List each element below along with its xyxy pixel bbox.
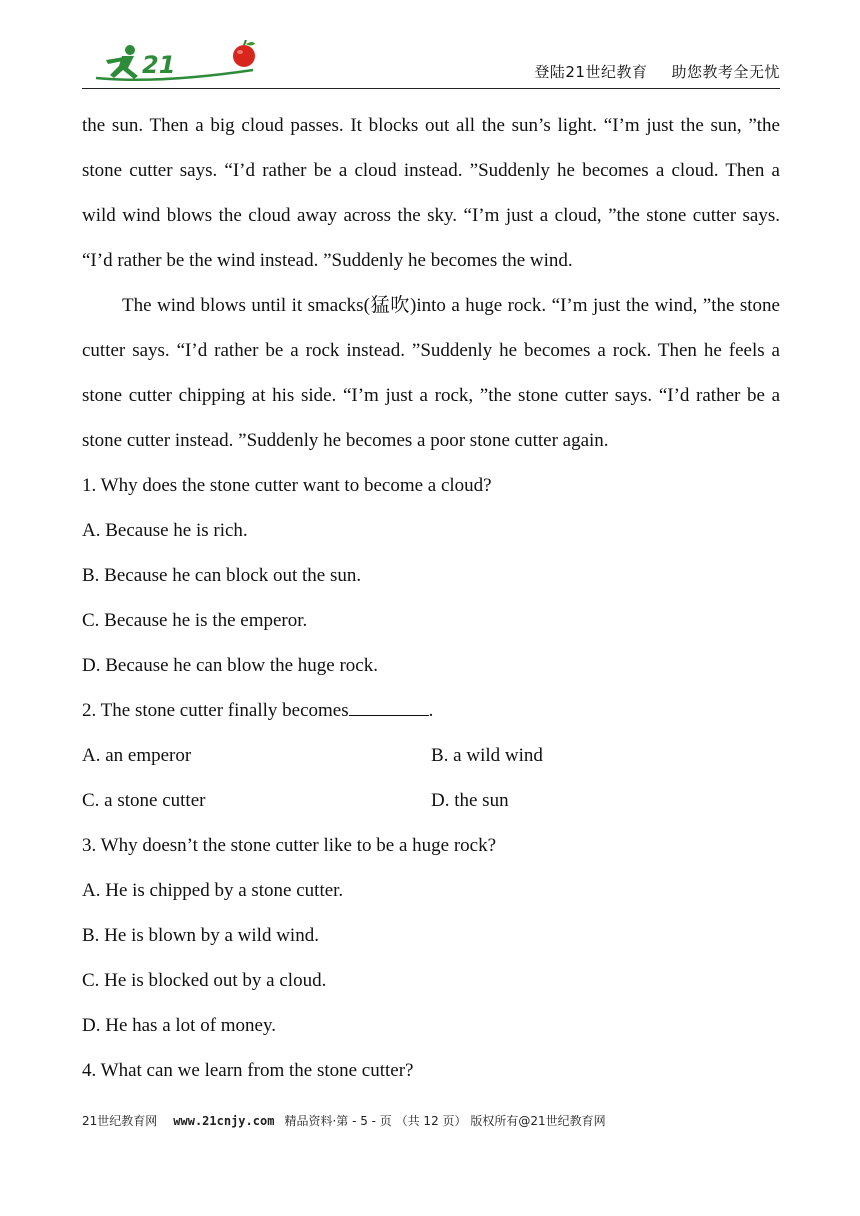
answer-option: B. Because he can block out the sun.	[82, 565, 362, 586]
answer-option: D. Because he can blow the huge rock.	[82, 655, 378, 676]
answer-option: A. Because he is rich.	[82, 520, 248, 541]
question-stem-end: .	[428, 700, 434, 721]
answer-option: C. He is blocked out by a cloud.	[82, 970, 327, 991]
answer-option: C. Because he is the emperor.	[82, 610, 308, 631]
footer-site-link[interactable]: www.21cnjy.com	[173, 1114, 275, 1128]
answer-option: D. the sun	[431, 790, 509, 811]
passage-paragraph: The wind blows until it smacks(猛吹)into a huge rock. “I’m just the wind, ”the stone cutter says. “I’d rather be a rock instead. ”Suddenly he becomes a rock. Then he feels a stone cutter chipping at his side. “I’m just a rock, ”the stone cutter says. “I’d rather be a stone cutter instead. ”Suddenly he becomes a poor stone cutter again.	[82, 295, 780, 451]
site-logo	[88, 40, 268, 86]
answer-option: C. a stone cutter	[82, 790, 206, 811]
header-slogan	[510, 61, 780, 82]
question-stem: 3. Why doesn’t the stone cutter like to be a huge rock?	[82, 835, 497, 856]
slogan-left: 登陆21世纪教育	[534, 63, 648, 81]
question-stem-text: 2. The stone cutter finally becomes	[82, 700, 349, 721]
footer-brand: 21世纪教育网	[82, 1114, 158, 1128]
document-body	[82, 103, 780, 1093]
answer-option: B. a wild wind	[431, 745, 543, 766]
answer-option: A. an emperor	[82, 745, 192, 766]
answer-blank	[349, 699, 429, 716]
answer-option-row	[82, 733, 780, 778]
slogan-right: 助您教考全无忧	[671, 63, 780, 81]
footer-page-info: 精品资料·第 - 5 - 页 （共 12 页） 版权所有@21世纪教育网	[284, 1114, 606, 1128]
answer-option-row	[82, 778, 780, 823]
page-header	[82, 40, 780, 89]
answer-option: D. He has a lot of money.	[82, 1015, 276, 1036]
svg-text:21: 21	[142, 51, 176, 79]
answer-option: B. He is blown by a wild wind.	[82, 925, 319, 946]
answer-option: A. He is chipped by a stone cutter.	[82, 880, 344, 901]
question-stem	[82, 688, 780, 733]
passage-paragraph: the sun. Then a big cloud passes. It blocks out all the sun’s light. “I’m just the sun, ”the stone cutter says. “I’d rather be a cloud instead. ”Suddenly he becomes a cloud. Then a wild wind blows the cloud away across the sky. “I’m just a cloud, ”the stone cutter says. “I’d rather be the wind instead. ”Suddenly he becomes the wind.	[82, 115, 780, 271]
question-stem: 4. What can we learn from the stone cutter?	[82, 1060, 414, 1081]
question-stem: 1. Why does the stone cutter want to become a cloud?	[82, 475, 492, 496]
page-footer	[82, 1112, 606, 1129]
